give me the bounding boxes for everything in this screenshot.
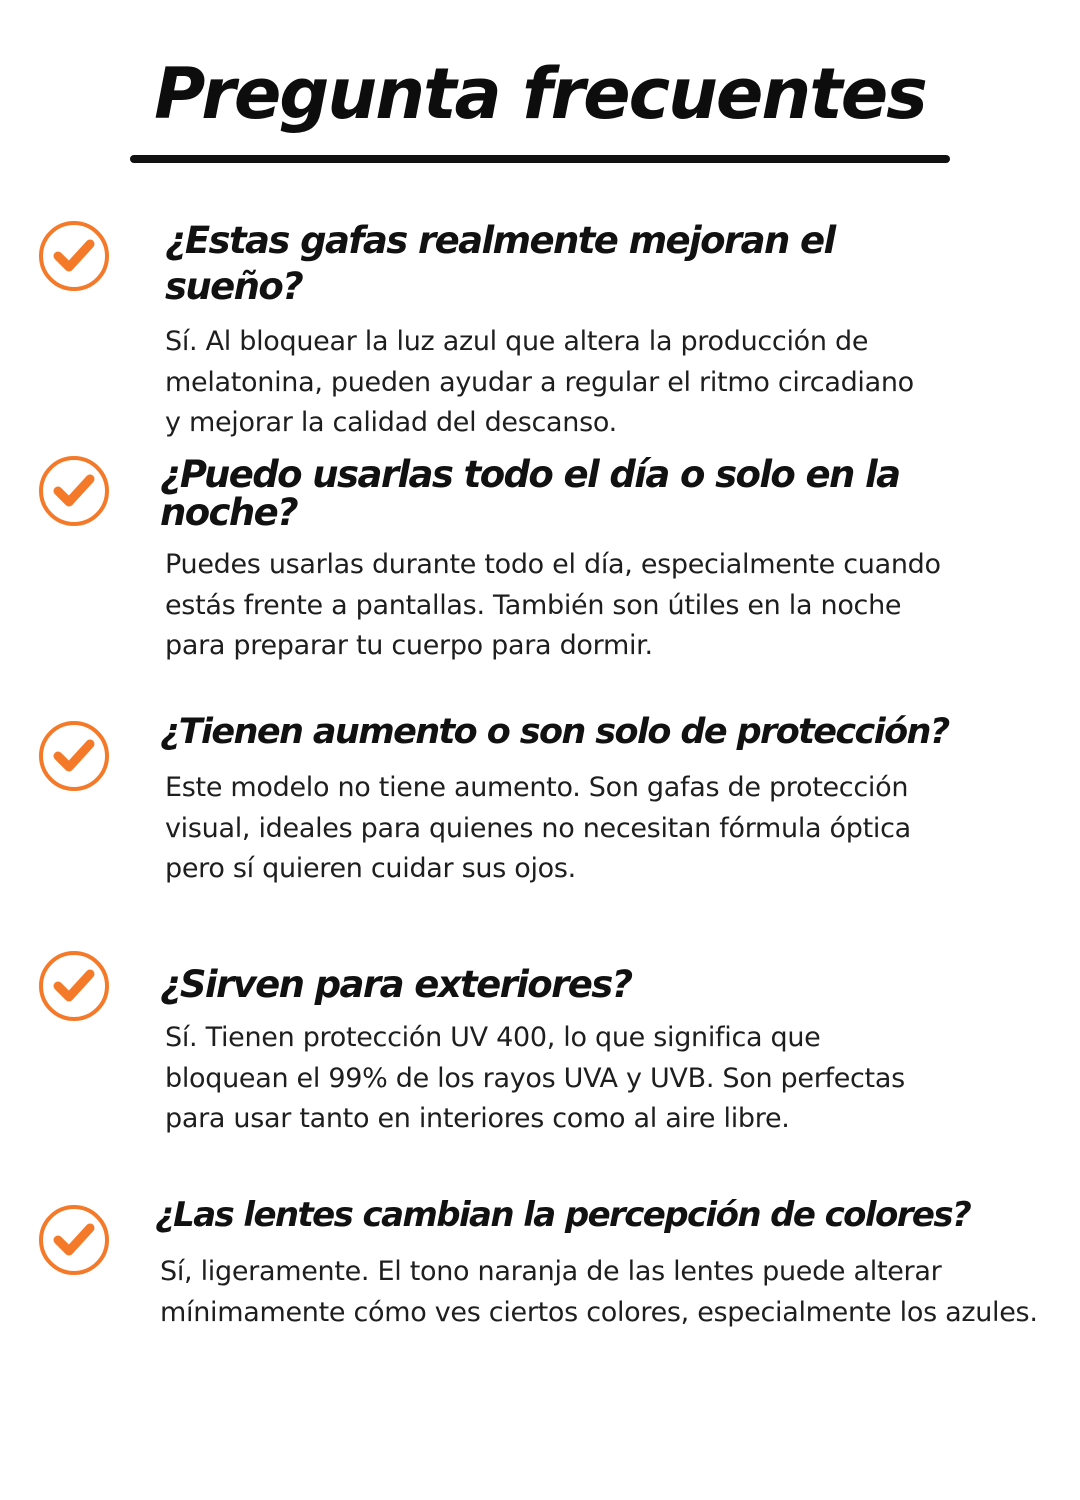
checkmark-circle-icon: [38, 455, 110, 527]
checkmark-circle-icon: [38, 950, 110, 1022]
checkmark-circle-icon: [38, 220, 110, 292]
faq-question: ¿Sirven para exteriores?: [160, 963, 632, 1006]
title-underline: [130, 155, 950, 163]
faq-answer: Sí, ligeramente. El tono naranja de las lentes puede alterar mínimamente cómo ves ciertos colores, especialmente los azules.: [160, 1256, 1038, 1328]
faq-answer: Sí. Tienen protección UV 400, lo que significa que bloquean el 99% de los rayos UVA y UVB. Son perfectas para usar tanto en interiores como al aire libre.: [165, 1022, 905, 1134]
checkmark-circle-icon: [38, 1204, 110, 1276]
checkmark-circle-icon: [38, 720, 110, 792]
page-title: Pregunta frecuentes: [154, 53, 926, 135]
faq-answer: Este modelo no tiene aumento. Son gafas de protección visual, ideales para quienes no necesitan fórmula óptica pero sí quieren cuidar sus ojos.: [165, 772, 911, 884]
faq-question: ¿Estas gafas realmente mejoran el sueño?: [165, 219, 835, 308]
faq-question: ¿Las lentes cambian la percepción de colores?: [155, 1195, 971, 1235]
faq-question: ¿Puedo usarlas todo el día o solo en la noche?: [160, 453, 900, 534]
faq-answer: Puedes usarlas durante todo el día, especialmente cuando estás frente a pantallas. También son útiles en la noche para preparar tu cuerpo para dormir.: [165, 549, 941, 661]
faq-question: ¿Tienen aumento o son solo de protección?: [160, 712, 949, 752]
faq-answer: Sí. Al bloquear la luz azul que altera la producción de melatonina, pueden ayudar a regular el ritmo circadiano y mejorar la calidad del descanso.: [165, 326, 914, 438]
